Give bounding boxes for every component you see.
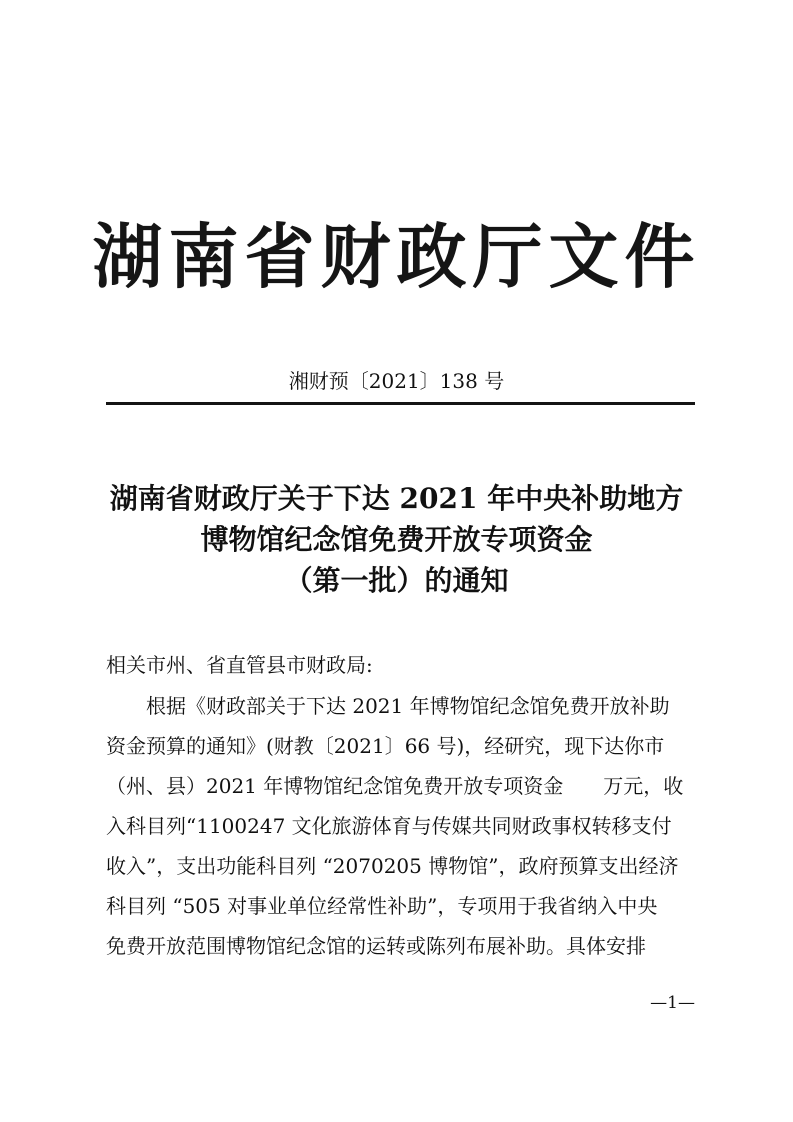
body-line-5: 收入”，支出功能科目列 “2070205 博物馆”，政府预算支出经济 (106, 854, 679, 878)
body-line-6: 科目列 “505 对事业单位经常性补助”，专项用于我省纳入中央 (106, 894, 658, 918)
body-line-3: （州、县）2021 年博物馆纪念馆免费开放专项资金 万元，收 (106, 774, 684, 798)
title-line-2: 博物馆纪念馆免费开放专项资金 (200, 523, 593, 556)
page-number: —1— (650, 993, 695, 1013)
body-line-4: 入科目列“1100247 文化旅游体育与传媒共同财政事权转移支付 (106, 814, 672, 838)
document-masthead: 湖南省财政厅文件 (92, 216, 701, 298)
header-divider (106, 402, 695, 405)
body-line-7: 免费开放范围博物馆纪念馆的运转或陈列布展补助。具体安排 (106, 934, 646, 958)
title-line-3: （第一批）的通知 (284, 564, 509, 597)
document-title (0, 478, 793, 601)
salutation: 相关市州、省直管县市财政局: (106, 653, 373, 677)
body-line-1: 根据《财政部关于下达 2021 年博物馆纪念馆免费开放补助 (146, 694, 670, 718)
document-number: 湘财预〔2021〕138 号 (288, 369, 505, 393)
title-line-1: 湖南省财政厅关于下达 2021 年中央补助地方 (109, 482, 684, 515)
body-line-2: 资金预算的通知》(财教〔2021〕66 号)，经研究，现下达你市 (106, 734, 665, 758)
